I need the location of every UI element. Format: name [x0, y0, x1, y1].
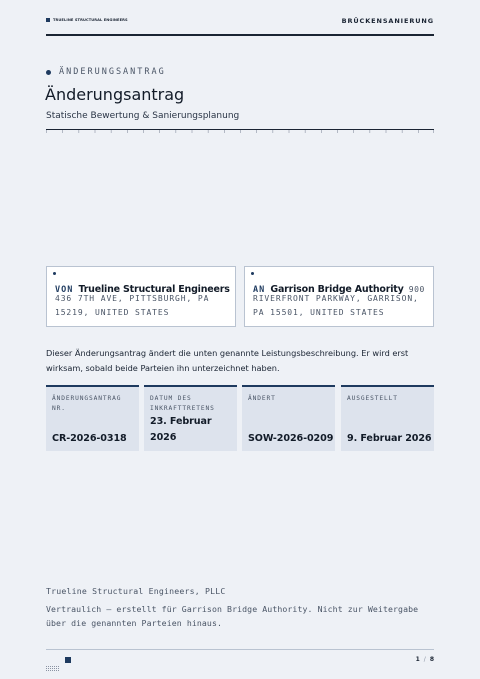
grid-dot [52, 668, 53, 669]
footer-company: Trueline Structural Engineers, PLLC [46, 586, 226, 596]
grid-dot [58, 666, 59, 667]
section-label: BRÜCKENSANIERUNG [341, 17, 434, 25]
info-box-change-request-number [46, 385, 139, 451]
grid-dot [52, 670, 53, 671]
info-box-value: 23. Februar 2026 [150, 416, 212, 443]
grid-dot [48, 666, 49, 667]
info-box-value: SOW-2026-0209 [248, 433, 334, 444]
grid-dot [48, 670, 49, 671]
page-subtitle: Statische Bewertung & Sanierungsplanung [46, 111, 240, 121]
grid-dot [56, 668, 57, 669]
eyebrow-label: ÄNDERUNGSANTRAG [59, 67, 166, 77]
brand-logo-icon [46, 18, 50, 22]
grid-dot [56, 666, 57, 667]
recipient-address-line1: RIVERFRONT PARKWAY, GARRISON, [253, 294, 419, 303]
document-eyebrow [46, 67, 166, 77]
grid-dot [54, 666, 55, 667]
grid-dot [48, 668, 49, 669]
footer-confidentiality-note: Vertraulich — erstellt für Garrison Bridge Authority. Nicht zur Weitergabe über die genannten Parteien hinaus. [46, 604, 419, 628]
intro-paragraph: Dieser Änderungsantrag ändert die unten genannte Leistungsbeschreibung. Er wird erst wirksam, sobald beide Parteien ihn unterzeichnet haben. [46, 348, 409, 373]
sender-address-line2: 15219, UNITED STATES [55, 308, 170, 317]
grid-dot [56, 670, 57, 671]
info-box-label: ÄNDERT [248, 395, 276, 402]
grid-dot [46, 668, 47, 669]
grid-dot [50, 668, 51, 669]
sender-card [46, 266, 236, 327]
grid-dot [54, 668, 55, 669]
bullet-icon [251, 272, 254, 275]
grid-dot [46, 670, 47, 671]
recipient-card [244, 266, 434, 327]
sender-role: VON [55, 285, 74, 295]
grid-dot [54, 670, 55, 671]
page-total: 8 [429, 656, 434, 663]
info-box-issued [341, 385, 434, 451]
header-divider [46, 34, 434, 36]
recipient-name: Garrison Bridge Authority [270, 284, 404, 295]
brand [46, 18, 128, 22]
sender-address-line1: 436 7TH AVE, PITTSBURGH, PA [55, 294, 210, 303]
footer-divider [46, 649, 434, 650]
square-icon [65, 657, 71, 663]
info-box-label: ÄNDERUNGSANTRAG NR. [52, 395, 122, 412]
grid-dot [50, 666, 51, 667]
grid-dot [58, 668, 59, 669]
info-box-value: 9. Februar 2026 [347, 433, 432, 444]
info-box-label: DATUM DES INKRAFTTRETENS [150, 395, 215, 412]
page-current: 1 [415, 656, 420, 663]
page-header [46, 16, 434, 34]
ruler-ticks [46, 130, 434, 134]
grid-dot [58, 670, 59, 671]
grid-dot [46, 666, 47, 667]
grid-pattern-icon [46, 657, 60, 676]
page-separator: / [423, 656, 426, 663]
info-box-effective-date [144, 385, 237, 451]
info-box-amends [242, 385, 335, 451]
page-title: Änderungsantrag [45, 85, 185, 104]
bullet-icon [46, 70, 51, 75]
recipient-address-line2: PA 15501, UNITED STATES [253, 308, 385, 317]
bullet-icon [53, 272, 56, 275]
info-box-label: AUSGESTELLT [347, 395, 398, 402]
recipient-address-number: 900 [408, 285, 425, 294]
grid-dot [52, 666, 53, 667]
info-box-value: CR-2026-0318 [52, 433, 127, 444]
grid-dot [50, 670, 51, 671]
sender-name: Trueline Structural Engineers [78, 284, 230, 295]
brand-name: TRUELINE STRUCTURAL ENGINEERS [53, 18, 128, 22]
recipient-role: AN [253, 285, 266, 295]
page-indicator [416, 656, 434, 663]
